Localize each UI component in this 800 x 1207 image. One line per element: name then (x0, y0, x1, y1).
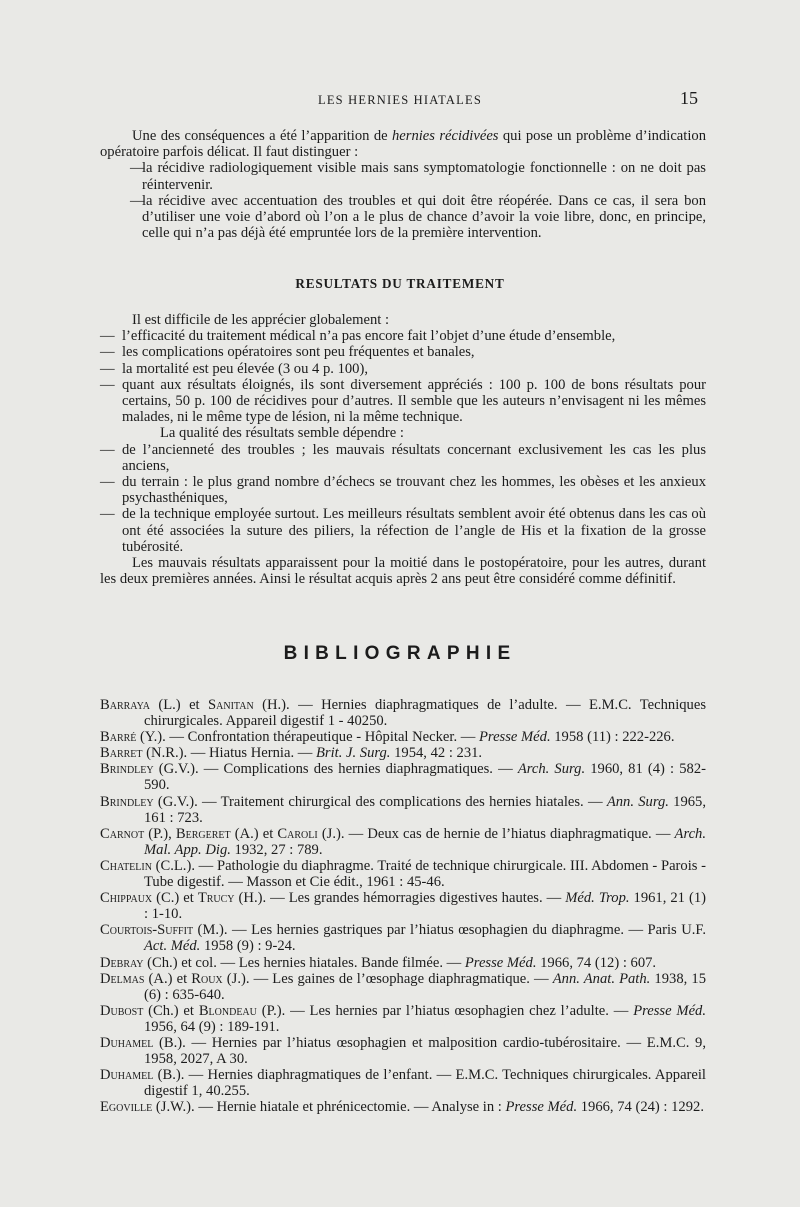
intro-section (100, 128, 706, 241)
running-header (0, 88, 800, 110)
results-closing: Les mauvais résultats apparaissent pour la moitié dans le postopératoire, pour les autres, durant les deux premières années. Ainsi le résultat acquis après 2 ans peut être considéré comme définitif. (100, 555, 706, 588)
bibliography-entry: Chatelin (C.L.). — Pathologie du diaphragme. Traité de technique chirurgicale. III. Abdomen - Parois - Tube digestif. — Masson et Cie édit., 1961 : 45-46. (100, 857, 706, 891)
bibliography-title: BIBLIOGRAPHIE (283, 643, 517, 664)
running-title: LES HERNIES HIATALES (318, 93, 482, 107)
list-item: — la récidive avec accentuation des troubles et qui doit être réopérée. Dans ce cas, il sera bon d’utiliser une voie d’abord où l’on a le plus de chance d’avoir la voie libre, donc, en principe, celle qui n’a pas déjà été empruntée lors de la première intervention. (130, 192, 706, 242)
list-item: — du terrain : le plus grand nombre d’échecs se trouvant chez les hommes, les obèses et les anxieux psychasthéniques, (100, 474, 706, 507)
bibliography-entry: Brindley (G.V.). — Traitement chirurgical des complications des hernies hiatales. — Ann. Surg. 1965, 161 : 723. (100, 793, 706, 826)
results-section (100, 312, 706, 587)
bibliography-list (100, 697, 706, 1115)
list-item: — la récidive radiologiquement visible mais sans symptomatologie fonctionnelle : on ne doit pas réintervenir. (130, 160, 706, 193)
bibliography-entry: Barré (Y.). — Confrontation thérapeutique - Hôpital Necker. — Presse Méd. 1958 (11) : 222-226. (100, 729, 675, 746)
bibliography-entry: Duhamel (B.). — Hernies diaphragmatiques de l’enfant. — E.M.C. Techniques chirurgicales. Appareil digestif 1, 40.255. (100, 1067, 706, 1100)
list-item: — les complications opératoires sont peu fréquentes et banales, (100, 344, 475, 361)
bibliography-entry: Duhamel (B.). — Hernies par l’hiatus œsophagien et malposition cardio-tubérositaire. — E.M.C. 9, 1958, 2027, A 30. (100, 1034, 706, 1068)
bibliography-entry: Egoville (J.W.). — Hernie hiatale et phrénicectomie. — Analyse in : Presse Méd. 1966, 74 (24) : 1292. (100, 1099, 704, 1116)
results-lead-2: La qualité des résultats semble dépendre : (160, 425, 404, 442)
list-item: — quant aux résultats éloignés, ils sont diversement appréciés : 100 p. 100 de bons résultats pour certains, 50 p. 100 de récidives pour d’autres. Il semble que les auteurs n’envisagent ni les mêmes malades, ni le même type de lésion, ni la même technique. (100, 376, 706, 426)
list-item: — de l’ancienneté des troubles ; les mauvais résultats concernant exclusivement les cas les plus anciens, (100, 441, 706, 474)
bibliography-entry: Debray (Ch.) et col. — Les hernies hiatales. Bande filmée. — Presse Méd. 1966, 74 (12) : 607. (100, 954, 657, 971)
bibliography-entry: Carnot (P.), Bergeret (A.) et Caroli (J.). — Deux cas de hernie de l’hiatus diaphragmatique. — Arch. Mal. App. Dig. 1932, 27 : 789. (100, 825, 707, 858)
list-item: — l’efficacité du traitement médical n’a pas encore fait l’objet d’une étude d’ensemble, (100, 328, 616, 345)
list-item: — de la technique employée surtout. Les meilleurs résultats semblent avoir été obtenus dans les cas où ont été associées la suture des piliers, la réfection de l’angle de His et la fixation de la grosse tubérosité. (100, 506, 706, 555)
emphasis: hernies récidivées (391, 128, 499, 144)
bibliography-entry: Dubost (Ch.) et Blondeau (P.). — Les hernies par l’hiatus œsophagien chez l’adulte. — Presse Méd. 1956, 64 (9) : 189-191. (100, 1002, 706, 1035)
section-title: RESULTATS DU TRAITEMENT (295, 276, 505, 291)
intro-paragraph: Une des conséquences a été l’apparition de hernies récidivées qui pose un problème d’indication opératoire parfois délicat. Il faut distinguer : (100, 128, 706, 161)
page-number: 15 (680, 88, 698, 108)
bibliography-entry: Brindley (G.V.). — Complications des hernies diaphragmatiques. — Arch. Surg. 1960, 81 (4) : 582-590. (100, 761, 706, 794)
bibliography-entry: Barraya (L.) et Sanitan (H.). — Hernies diaphragmatiques de l’adulte. — E.M.C. Techniques chirurgicales. Appareil digestif 1 - 40250. (100, 697, 706, 730)
bibliography-entry: Delmas (A.) et Roux (J.). — Les gaines de l’œsophage diaphragmatique. — Ann. Anat. Path. 1938, 15 (6) : 635-640. (100, 970, 706, 1003)
results-lead: Il est difficile de les apprécier globalement : (132, 312, 390, 328)
bibliography-entry: Courtois-Suffit (M.). — Les hernies gastriques par l’hiatus œsophagien du diaphragme. — Paris U.F. Act. Méd. 1958 (9) : 9-24. (100, 922, 706, 955)
list-item: — la mortalité est peu élevée (3 ou 4 p. 100), (100, 360, 368, 377)
bibliography-entry: Barret (N.R.). — Hiatus Hernia. — Brit. J. Surg. 1954, 42 : 231. (100, 745, 483, 762)
bibliography-entry: Chippaux (C.) et Trucy (H.). — Les grandes hémorragies digestives hautes. — Méd. Trop. 1961, 21 (1) : 1-10. (100, 890, 706, 923)
